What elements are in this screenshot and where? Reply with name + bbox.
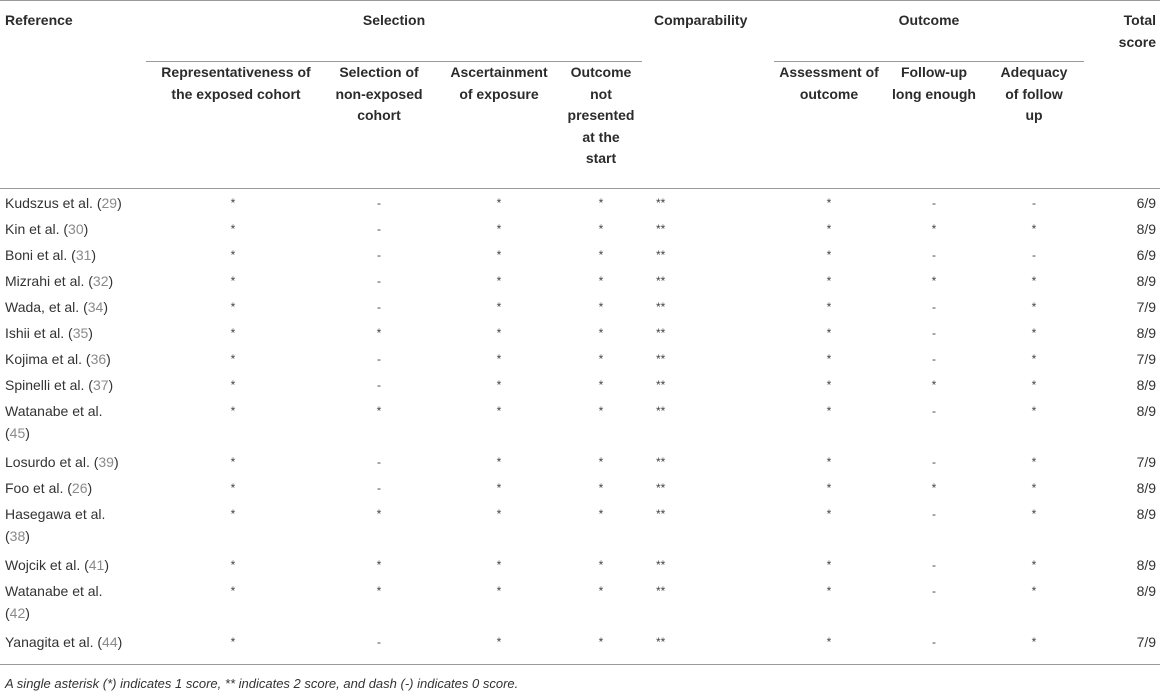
bottom-rule (0, 664, 1160, 665)
reference-cell: Kin et al. (30) (5, 221, 89, 237)
score-cell: * (931, 481, 937, 495)
citation-link[interactable]: 41 (88, 557, 105, 573)
reference-cell: Ishii et al. (35) (5, 325, 93, 341)
score-cell: * (598, 481, 604, 495)
score-cell: - (377, 274, 381, 288)
score-cell: * (376, 558, 382, 572)
header-row-columns (0, 53, 1160, 180)
total-score-cell: 7/9 (1136, 351, 1157, 367)
score-cell: * (496, 274, 502, 288)
reference-cell: Watanabe et al. (45) (5, 403, 103, 441)
score-cell: * (598, 196, 604, 210)
table-row (0, 267, 1160, 293)
reference-cell: Wada, et al. (34) (5, 299, 108, 315)
score-cell: * (230, 404, 236, 418)
score-cell: * (496, 558, 502, 572)
score-cell: * (826, 352, 832, 366)
table-row (0, 500, 1160, 551)
score-cell: ** (656, 248, 666, 262)
header-representativeness: Representativeness of the exposed cohort (161, 64, 311, 102)
total-score-cell: 7/9 (1136, 454, 1157, 470)
citation-link[interactable]: 35 (72, 325, 89, 341)
score-cell: * (826, 248, 832, 262)
header-selection-non-exposed: Selection of non-exposed cohort (335, 64, 423, 123)
score-cell: * (598, 248, 604, 262)
score-cell: ** (656, 352, 666, 366)
score-cell: - (932, 584, 936, 598)
citation-link[interactable]: 32 (92, 273, 109, 289)
score-cell: * (1031, 481, 1037, 495)
score-cell: - (377, 635, 381, 649)
score-cell: ** (656, 404, 666, 418)
score-cell: * (826, 481, 832, 495)
score-cell: ** (656, 196, 666, 210)
table-row (0, 448, 1160, 474)
total-score-cell: 6/9 (1136, 195, 1157, 211)
score-cell: * (230, 635, 236, 649)
score-cell: - (377, 196, 381, 210)
citation-link[interactable]: 37 (92, 377, 109, 393)
table-row (0, 551, 1160, 577)
score-cell: * (598, 455, 604, 469)
score-cell: * (230, 222, 236, 236)
header-outcome: Outcome (898, 12, 960, 28)
score-cell: - (932, 196, 936, 210)
score-cell: * (598, 352, 604, 366)
score-cell: * (496, 300, 502, 314)
table-row (0, 577, 1160, 628)
table-row (0, 319, 1160, 345)
total-score-cell: 8/9 (1136, 325, 1157, 341)
score-cell: * (496, 326, 502, 340)
total-score-cell: 8/9 (1136, 221, 1157, 237)
score-cell: * (1031, 584, 1037, 598)
score-cell: * (1031, 404, 1037, 418)
table-body (0, 180, 1160, 654)
reference-cell: Wojcik et al. (41) (5, 557, 110, 573)
table-row (0, 345, 1160, 371)
score-cell: * (598, 378, 604, 392)
score-cell: * (496, 404, 502, 418)
score-cell: * (496, 222, 502, 236)
header-ascertainment: Ascertainment of exposure (450, 64, 548, 102)
score-cell: ** (656, 635, 666, 649)
score-cell: * (598, 300, 604, 314)
score-cell: * (496, 455, 502, 469)
reference-cell: Kojima et al. (36) (5, 351, 111, 367)
total-score-cell: 8/9 (1136, 557, 1157, 573)
reference-cell: Yanagita et al. (44) (5, 634, 123, 650)
score-cell: * (1031, 558, 1037, 572)
score-cell: * (598, 507, 604, 521)
citation-link[interactable]: 42 (9, 604, 26, 621)
score-cell: - (377, 378, 381, 392)
header-adequacy: Adequacy of follow up (1000, 64, 1068, 123)
total-score-cell: 8/9 (1136, 273, 1157, 289)
score-cell: * (598, 635, 604, 649)
score-cell: * (230, 507, 236, 521)
score-cell: - (932, 404, 936, 418)
score-cell: * (496, 481, 502, 495)
score-cell: - (377, 481, 381, 495)
reference-cell: Boni et al. (31) (5, 247, 97, 263)
citation-link[interactable]: 44 (102, 634, 118, 650)
table-row (0, 474, 1160, 500)
score-cell: ** (656, 222, 666, 236)
score-cell: - (1032, 196, 1037, 210)
score-cell: ** (656, 274, 666, 288)
score-cell: * (826, 635, 832, 649)
score-cell: * (230, 326, 236, 340)
score-cell: - (377, 455, 381, 469)
score-cell: * (230, 300, 236, 314)
score-cell: - (377, 300, 381, 314)
score-cell: * (376, 584, 382, 598)
citation-link[interactable]: 26 (71, 480, 88, 496)
score-cell: * (230, 481, 236, 495)
score-cell: * (1031, 507, 1037, 521)
score-cell: * (598, 274, 604, 288)
total-score-cell: 8/9 (1136, 377, 1157, 393)
header-total (1084, 0, 1160, 53)
score-cell: * (496, 635, 502, 649)
score-cell: * (931, 274, 937, 288)
header-assessment: Assessment of outcome (779, 64, 879, 102)
score-cell: ** (656, 558, 666, 572)
reference-cell: Losurdo et al. (39) (5, 454, 119, 470)
citation-link[interactable]: 38 (9, 527, 26, 544)
score-cell: * (1031, 326, 1037, 340)
total-score-cell: 8/9 (1136, 480, 1157, 496)
table-row (0, 215, 1160, 241)
score-cell: * (1031, 222, 1037, 236)
score-cell: * (1031, 455, 1037, 469)
score-cell: - (377, 222, 381, 236)
score-cell: * (598, 404, 604, 418)
score-cell: ** (656, 326, 666, 340)
score-cell: - (377, 352, 381, 366)
reference-cell: Mizrahi et al. (32) (5, 273, 114, 289)
score-cell: * (496, 584, 502, 598)
score-cell: * (826, 300, 832, 314)
reference-cell: Watanabe et al. (42) (5, 583, 103, 621)
score-cell: * (826, 222, 832, 236)
score-cell: * (496, 196, 502, 210)
score-cell: * (598, 558, 604, 572)
score-cell: ** (656, 481, 666, 495)
reference-cell: Foo et al. (26) (5, 480, 93, 496)
header-follow-up: Follow-up long enough (892, 64, 976, 102)
citation-link[interactable]: 39 (98, 454, 114, 470)
score-cell: - (932, 300, 936, 314)
total-score-cell: 8/9 (1136, 506, 1157, 522)
score-cell: * (826, 584, 832, 598)
score-cell: * (826, 404, 832, 418)
score-cell: * (826, 558, 832, 572)
score-cell: * (598, 584, 604, 598)
score-cell: ** (656, 378, 666, 392)
score-cell: * (1031, 300, 1037, 314)
citation-link[interactable]: 36 (90, 351, 107, 367)
score-cell: ** (656, 584, 666, 598)
header-selection: Selection (362, 12, 426, 28)
score-cell: * (826, 196, 832, 210)
citation-link[interactable]: 31 (75, 247, 92, 263)
score-cell: - (932, 352, 936, 366)
score-cell: * (1031, 352, 1037, 366)
footnote: A single asterisk (*) indicates 1 score, ** indicates 2 score, and dash (-) indicates 0 score. (5, 676, 519, 691)
score-cell: * (931, 222, 937, 236)
score-cell: * (598, 222, 604, 236)
table-row (0, 241, 1160, 267)
score-cell: ** (656, 507, 666, 521)
header-reference: Reference (5, 12, 73, 28)
score-cell: * (230, 558, 236, 572)
score-cell: * (230, 274, 236, 288)
score-cell: * (376, 507, 382, 521)
score-cell: * (496, 378, 502, 392)
score-cell: * (230, 455, 236, 469)
citation-link[interactable]: 29 (101, 195, 118, 211)
score-cell: - (932, 326, 936, 340)
score-cell: * (826, 378, 832, 392)
score-cell: * (496, 352, 502, 366)
total-score-cell: 7/9 (1136, 299, 1157, 315)
table-row (0, 180, 1160, 215)
score-cell: * (1031, 635, 1037, 649)
reference-cell: Kudszus et al. (29) (5, 195, 122, 211)
score-cell: ** (656, 300, 666, 314)
score-cell: * (496, 507, 502, 521)
score-cell: - (932, 558, 936, 572)
header-comparability: Comparability (654, 12, 748, 28)
table-row (0, 293, 1160, 319)
score-cell: * (230, 196, 236, 210)
score-cell: * (1031, 274, 1037, 288)
score-cell: * (1031, 378, 1037, 392)
score-cell: * (826, 326, 832, 340)
score-cell: - (932, 248, 936, 262)
score-cell: * (230, 352, 236, 366)
header-row-groups (0, 0, 1160, 53)
reference-cell: Hasegawa et al. (38) (5, 506, 106, 544)
header-total-line1: Total (1123, 12, 1157, 28)
header-outcome-not-presented: Outcome not presented at the start (567, 64, 635, 166)
header-total-line2: score (1118, 33, 1157, 50)
total-score-cell: 7/9 (1136, 634, 1157, 650)
citation-link[interactable]: 34 (87, 299, 104, 315)
score-cell: * (826, 455, 832, 469)
score-cell: - (932, 455, 936, 469)
total-score-cell: 6/9 (1136, 247, 1157, 263)
score-cell: - (932, 507, 936, 521)
table-row (0, 628, 1160, 654)
total-score-cell: 8/9 (1136, 583, 1157, 599)
score-cell: * (376, 404, 382, 418)
score-cell: * (496, 248, 502, 262)
score-cell: * (931, 378, 937, 392)
reference-cell: Spinelli et al. (37) (5, 377, 114, 393)
score-cell: * (230, 378, 236, 392)
score-cell: ** (656, 455, 666, 469)
score-cell: * (598, 326, 604, 340)
score-cell: * (826, 507, 832, 521)
table-row (0, 371, 1160, 397)
score-cell: * (376, 326, 382, 340)
score-cell: * (230, 584, 236, 598)
citation-link[interactable]: 30 (68, 221, 84, 237)
score-cell: - (377, 248, 381, 262)
citation-link[interactable]: 45 (9, 424, 26, 441)
table-row (0, 397, 1160, 448)
total-score-cell: 8/9 (1136, 403, 1157, 419)
score-cell: - (932, 635, 936, 649)
score-cell: * (826, 274, 832, 288)
score-cell: - (1032, 248, 1037, 262)
score-cell: * (230, 248, 236, 262)
